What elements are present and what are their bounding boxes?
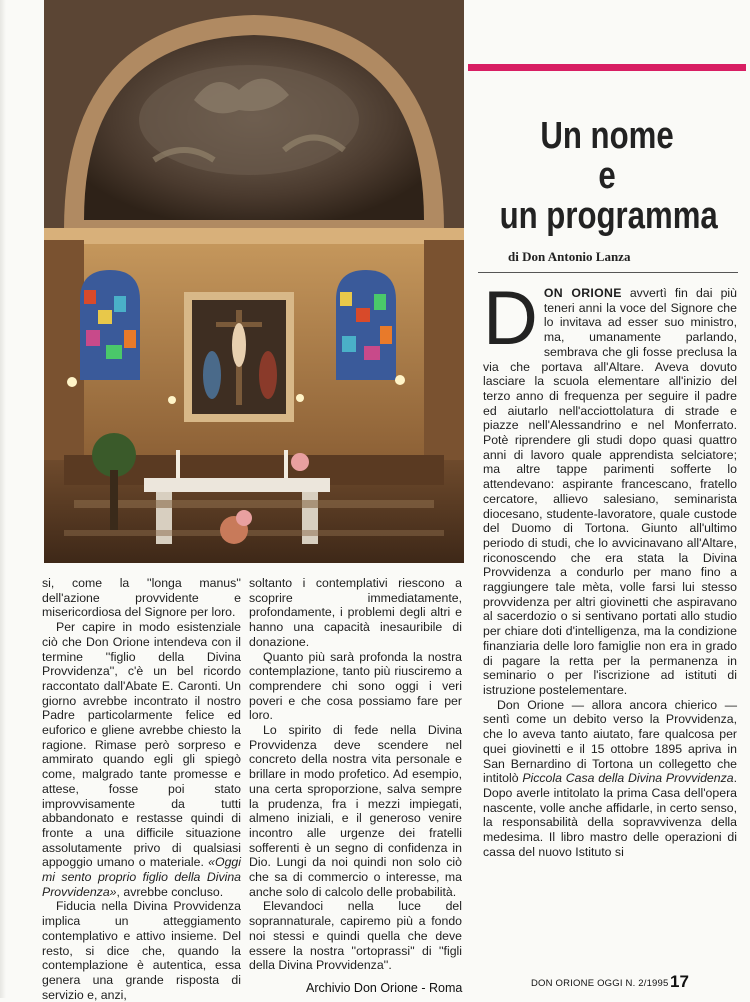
paragraph-text: avvertì fin dai più teneri anni la voce del Signore che lo invitava ad esser suo ministro, ma, umanamente parlando, sembrava che gli fosse preclusa la via che portava all'Altare. Aveva dovuto lasciare la scuola elementare all'inizio del terzo anno di frequenza per seguire il padre ed aiutarlo nell'acciottolatura di strade e piazze nell'Alessandrino e nel Monferrato. Potè riprendere gli studi dopo quasi quattro anni di lavoro quale apprendista selciatore; ma altre tappe parimenti sofferte lo attendevano: aspirante francescano, fratello cercatore, allievo salesiano, seminarista diocesano, studente-lavoratore, quale custode del Duomo di Tortona. Giunto all'ultimo periodo di studi, che lo avvicinavano all'Altare, riconoscendo che era stata la Divina Provvidenza a condurlo per mano fino a raggiungere tale mèta, volle farsi lui stesso provvidenza per altri giovinetti che aspiravano al sacerdozio o si sentivano portati allo studio per chiare doti d'intelligenza, ma la condizione finanziaria delle loro famiglie non era in grado di pagare la retta per la permanenza in seminario o per l'iscrizione ad istituti di istruzione postelementare. xyxy=(483,286,737,697)
paragraph-text: Don Orione — allora ancora chierico — sentì come un debito verso la Provvidenza, che lo aveva tanto aiutato, fare qualcosa per quei giovinetti e il 15 ottobre 1895 apriva in San Bernardino di Tortona un collegetto che intitolò xyxy=(483,697,737,786)
magazine-label: DON ORIONE OGGI N. 2/1995 xyxy=(531,978,669,989)
accent-bar xyxy=(468,64,746,71)
title-line: un programma xyxy=(499,195,718,237)
paragraph-text: . Dopo averle intitolato la prima Casa dell'opera nascente, volle anche affidarle, in certo senso, la responsabilità della sopravvivenza della medesima. Il libro mastro delle operazioni di cassa del nuovo Istituto si xyxy=(483,771,737,859)
drop-cap: D xyxy=(483,276,538,361)
title-line: Un nome xyxy=(540,115,674,157)
title-line: e xyxy=(598,155,616,197)
byline: di Don Antonio Lanza xyxy=(508,249,631,264)
intro-caps: ON ORIONE xyxy=(543,286,622,300)
divider xyxy=(478,272,738,273)
article-title xyxy=(499,115,718,237)
paragraph xyxy=(483,276,737,698)
altar-photo xyxy=(44,0,464,563)
paragraph xyxy=(42,620,241,899)
page-number: 17 xyxy=(670,972,689,991)
paragraph: Fiducia nella Divina Provvidenza implica un atteggiamento contemplativo e attivo insieme. Del resto, si dice che, quando la contemplazione è autentica, essa genera una grande risposta di servizio e, anzi, xyxy=(42,899,241,1002)
italic-text: Piccola Casa della Divina Provvidenza xyxy=(522,771,734,786)
paragraph: si, come la ''longa manus'' dell'azione provvidente e misericordiosa del Signore per loro. xyxy=(42,576,241,620)
archive-label: Archivio Don Orione - Roma xyxy=(306,981,463,995)
paragraph-text: , avrebbe concluso. xyxy=(116,884,224,899)
italic-text: «Oggi mi sento proprio figlio della Divina Provvidenza» xyxy=(42,855,241,899)
paragraph: Lo spirito di fede nella Divina Provvidenza deve scendere nel concreto della nostra vita personale e brillare in modo profetico. Ad esempio, una certa sproporzione, salva sempre la prudenza, fra i mezzi impiegati, almeno iniziali, e il generoso venire incontro alle urgenze dei fratelli sofferenti è un segno di confidenza in Dio. Lungi da noi quindi non solo ciò che sa di commercio o interesse, ma anche solo di calcolo delle probabilità. xyxy=(249,723,462,899)
paragraph-text: Per capire in modo esistenziale ciò che Don Orione intendeva con il termine ''figlio della Divina Provvidenza'', c'è un bel ricordo raccontato dall'Abate E. Caronti. Un giorno avrebbe incontrato il nostro Padre particolarmente felice ed euforico e gliene avrebbe chiesto la ragione. Rimase però sorpreso e ammirato quando egli gli spiegò come, malgrado tante promesse e attese, fosse poi stato improvvisamente da tutti abbandonato e restasse quindi di fronte a una difficile situazione assolutamente privo di qualsiasi appoggio umano o materiale. xyxy=(42,620,241,870)
paragraph: soltanto i contemplativi riescono a scoprire immediatamente, profondamente, i problemi degli altri e hanno una capacità inesauribile di donazione. xyxy=(249,576,462,649)
column-right xyxy=(483,276,737,859)
column-middle xyxy=(249,576,462,973)
column-left xyxy=(42,576,241,1002)
paragraph: Quanto più sarà profonda la nostra contemplazione, tanto più riusciremo a comprendere chi sono oggi i veri poveri e che cosa possiamo fare per loro. xyxy=(249,649,462,723)
paragraph: Elevandoci nella luce del soprannaturale, capiremo più a fondo noi stessi e quindi quella che deve essere la nostra ''ortoprassi'' di ''figli della Divina Provvidenza''. xyxy=(249,899,462,973)
page-edge xyxy=(0,0,6,998)
paragraph xyxy=(483,698,737,860)
